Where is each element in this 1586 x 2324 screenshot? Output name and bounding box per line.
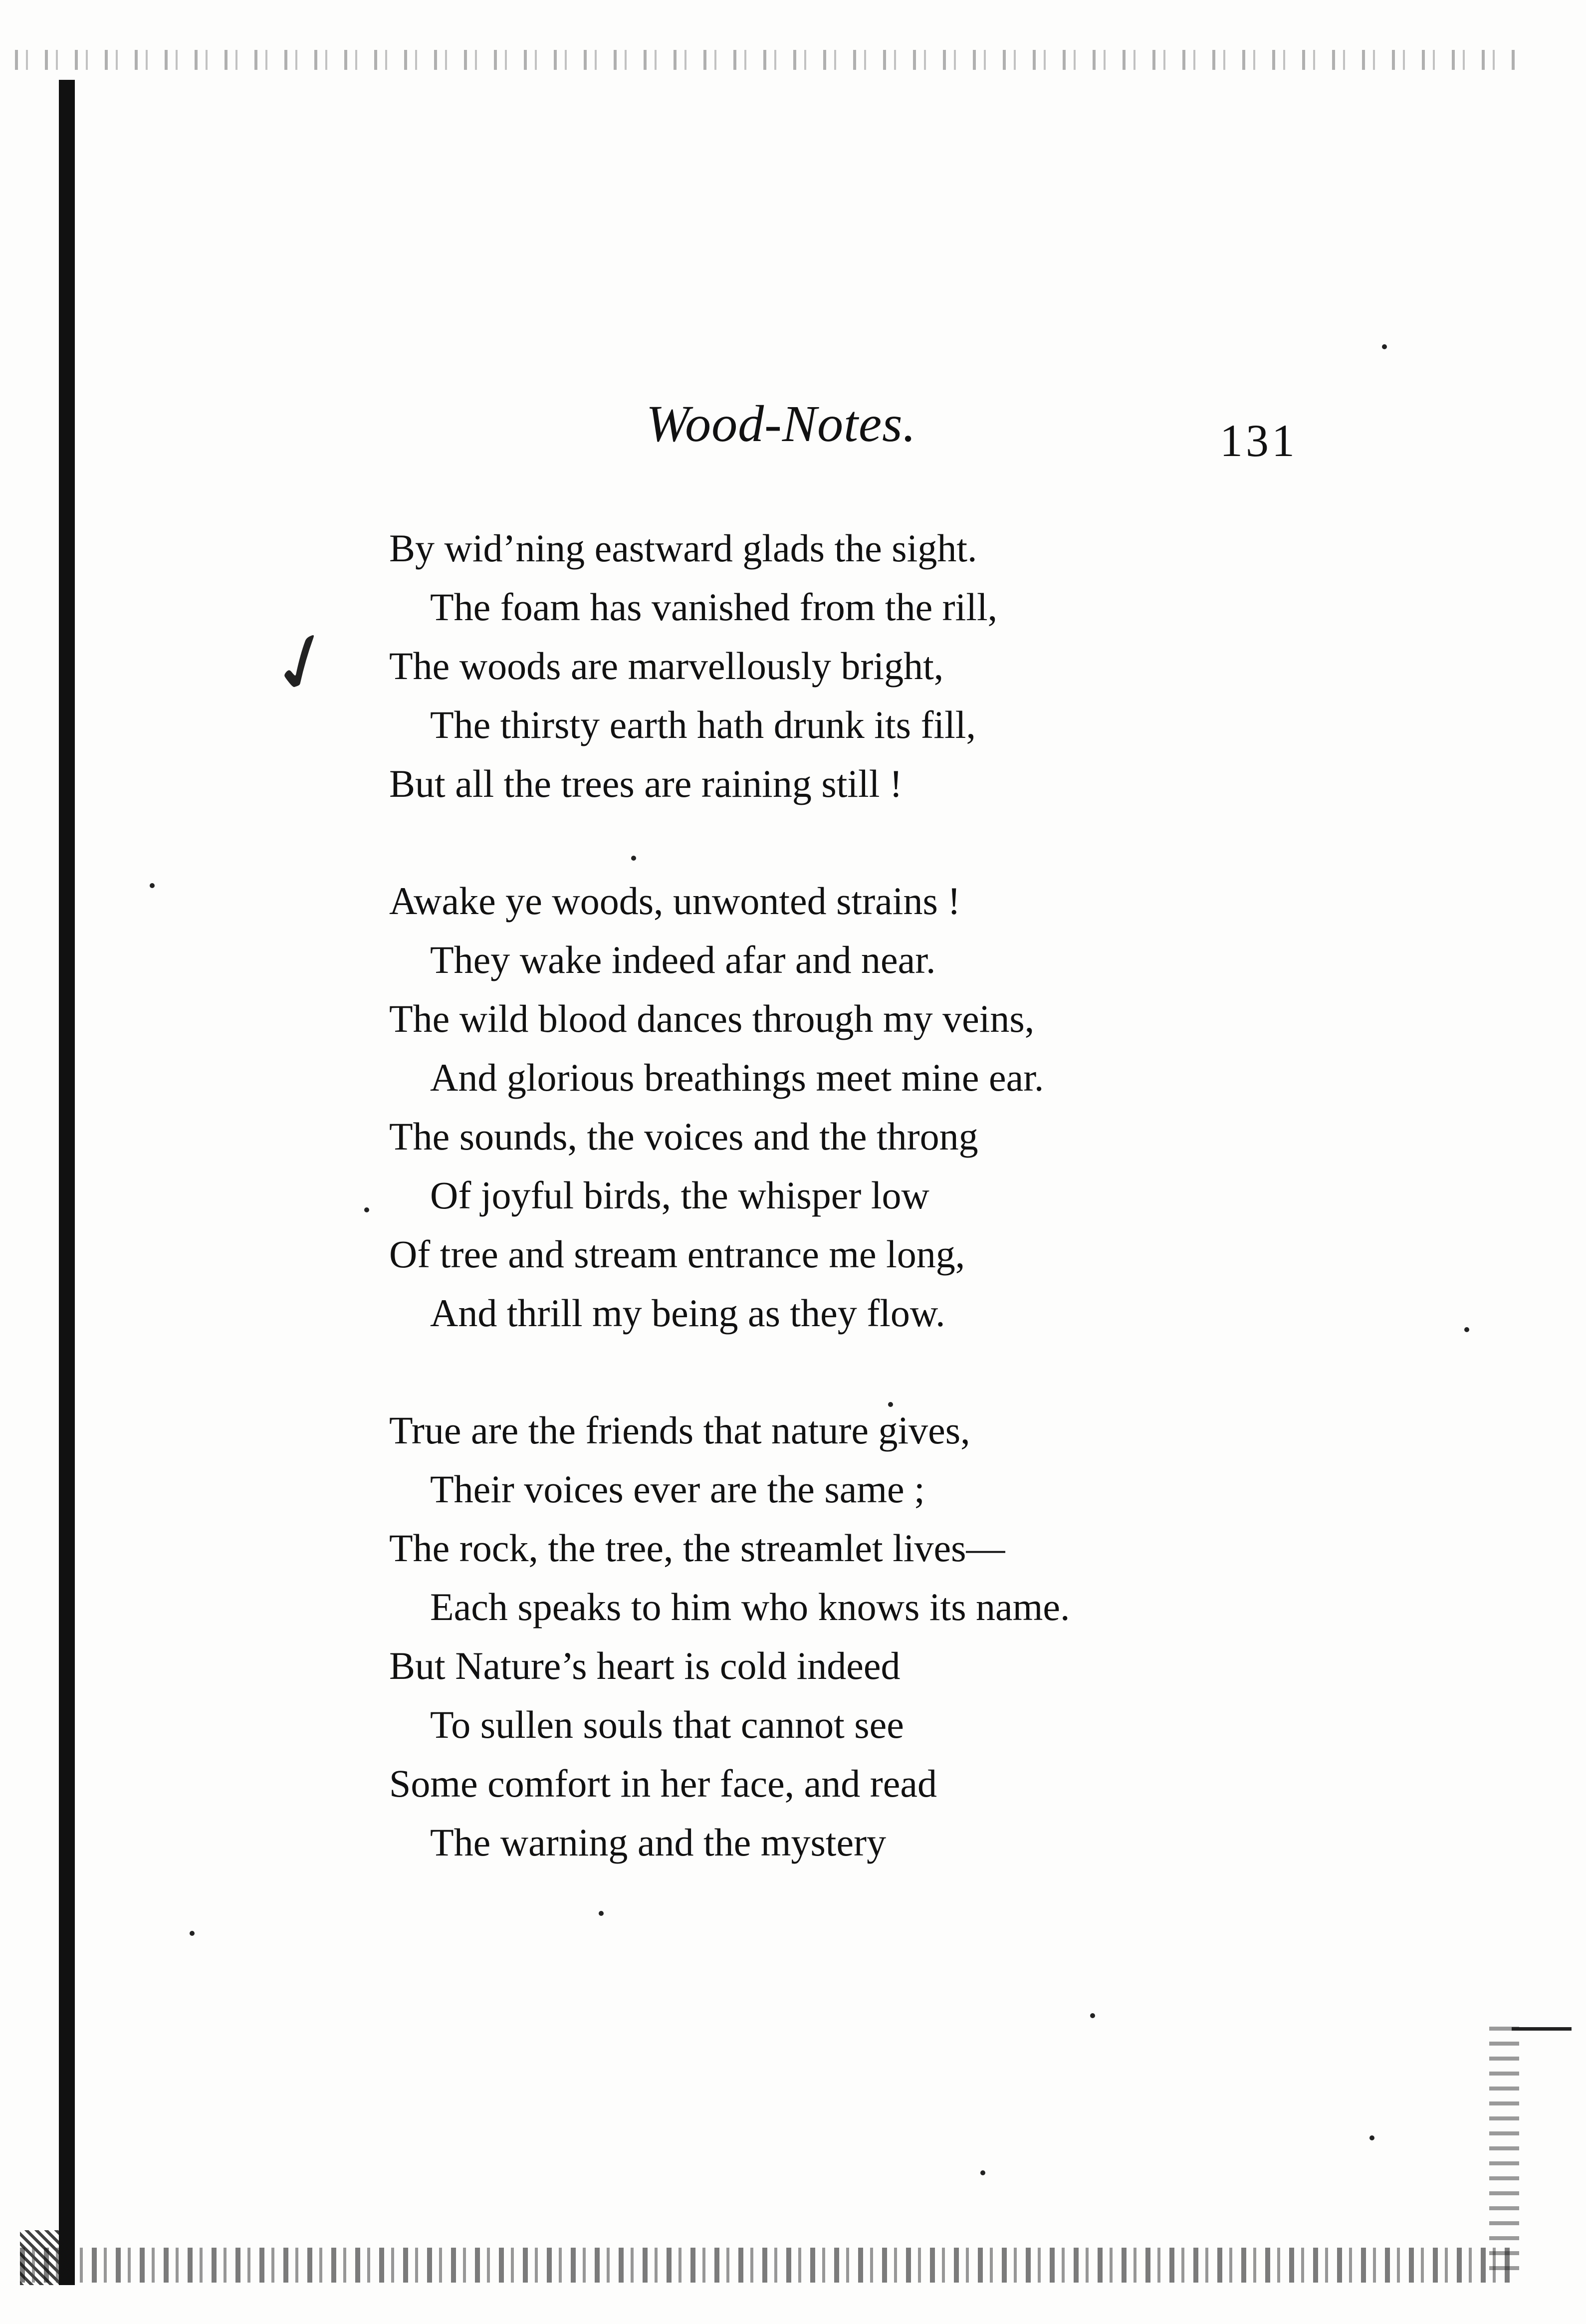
poem-line: They wake indeed afar and near.	[430, 938, 936, 981]
scan-speck	[980, 2170, 985, 2175]
scan-speck	[190, 1931, 195, 1936]
poem-line: Their voices ever are the same ;	[430, 1467, 925, 1511]
poem-line: Awake ye woods, unwonted strains !	[389, 879, 961, 923]
poem-line: The wild blood dances through my veins,	[389, 997, 1035, 1040]
poem-line: By wid’ning eastward glads the sight.	[389, 526, 977, 570]
scan-edge-bottom	[20, 2248, 1512, 2283]
poem-line: True are the friends that nature gives,	[389, 1408, 970, 1452]
scan-speck	[150, 883, 155, 888]
scan-speck	[1369, 2135, 1374, 2140]
page-number: 131	[1220, 415, 1298, 466]
poem-line: But Nature’s heart is cold indeed	[389, 1644, 901, 1687]
poem-body	[389, 519, 1237, 1930]
scan-speck	[1464, 1327, 1469, 1332]
scan-speck	[1090, 2013, 1095, 2018]
poem-line: The foam has vanished from the rill,	[430, 585, 998, 629]
binding-shadow	[59, 80, 75, 2285]
poem-line: The sounds, the voices and the throng	[389, 1115, 978, 1158]
scan-edge-right	[1489, 2021, 1519, 2270]
poem-line: Of tree and stream entrance me long,	[389, 1232, 965, 1276]
poem-line: The woods are marvellously bright,	[389, 644, 944, 688]
poem-line: To sullen souls that cannot see	[430, 1703, 904, 1746]
poem-line: Of joyful birds, the whisper low	[430, 1173, 929, 1217]
running-title: Wood-Notes.	[646, 395, 916, 453]
poem-line: Each speaks to him who knows its name.	[430, 1585, 1070, 1628]
scan-edge-top	[15, 50, 1522, 70]
poem-line: And glorious breathings meet mine ear.	[430, 1056, 1044, 1099]
stanza	[389, 519, 1237, 813]
poem-line: The rock, the tree, the streamlet lives—	[389, 1526, 1005, 1570]
stanza	[389, 1401, 1237, 1872]
pencil-mark-icon: ✓	[256, 610, 350, 717]
poem-line: The thirsty earth hath drunk its fill,	[430, 703, 976, 746]
scan-speck	[1382, 344, 1387, 349]
margin-rule	[1512, 2027, 1572, 2031]
stanza	[389, 872, 1237, 1343]
poem-line: The warning and the mystery	[430, 1821, 887, 1864]
scan-speck	[364, 1207, 369, 1212]
poem-line: And thrill my being as they flow.	[430, 1291, 945, 1335]
poem-line: Some comfort in her face, and read	[389, 1762, 937, 1805]
poem-line: But all the trees are raining still !	[389, 762, 903, 805]
